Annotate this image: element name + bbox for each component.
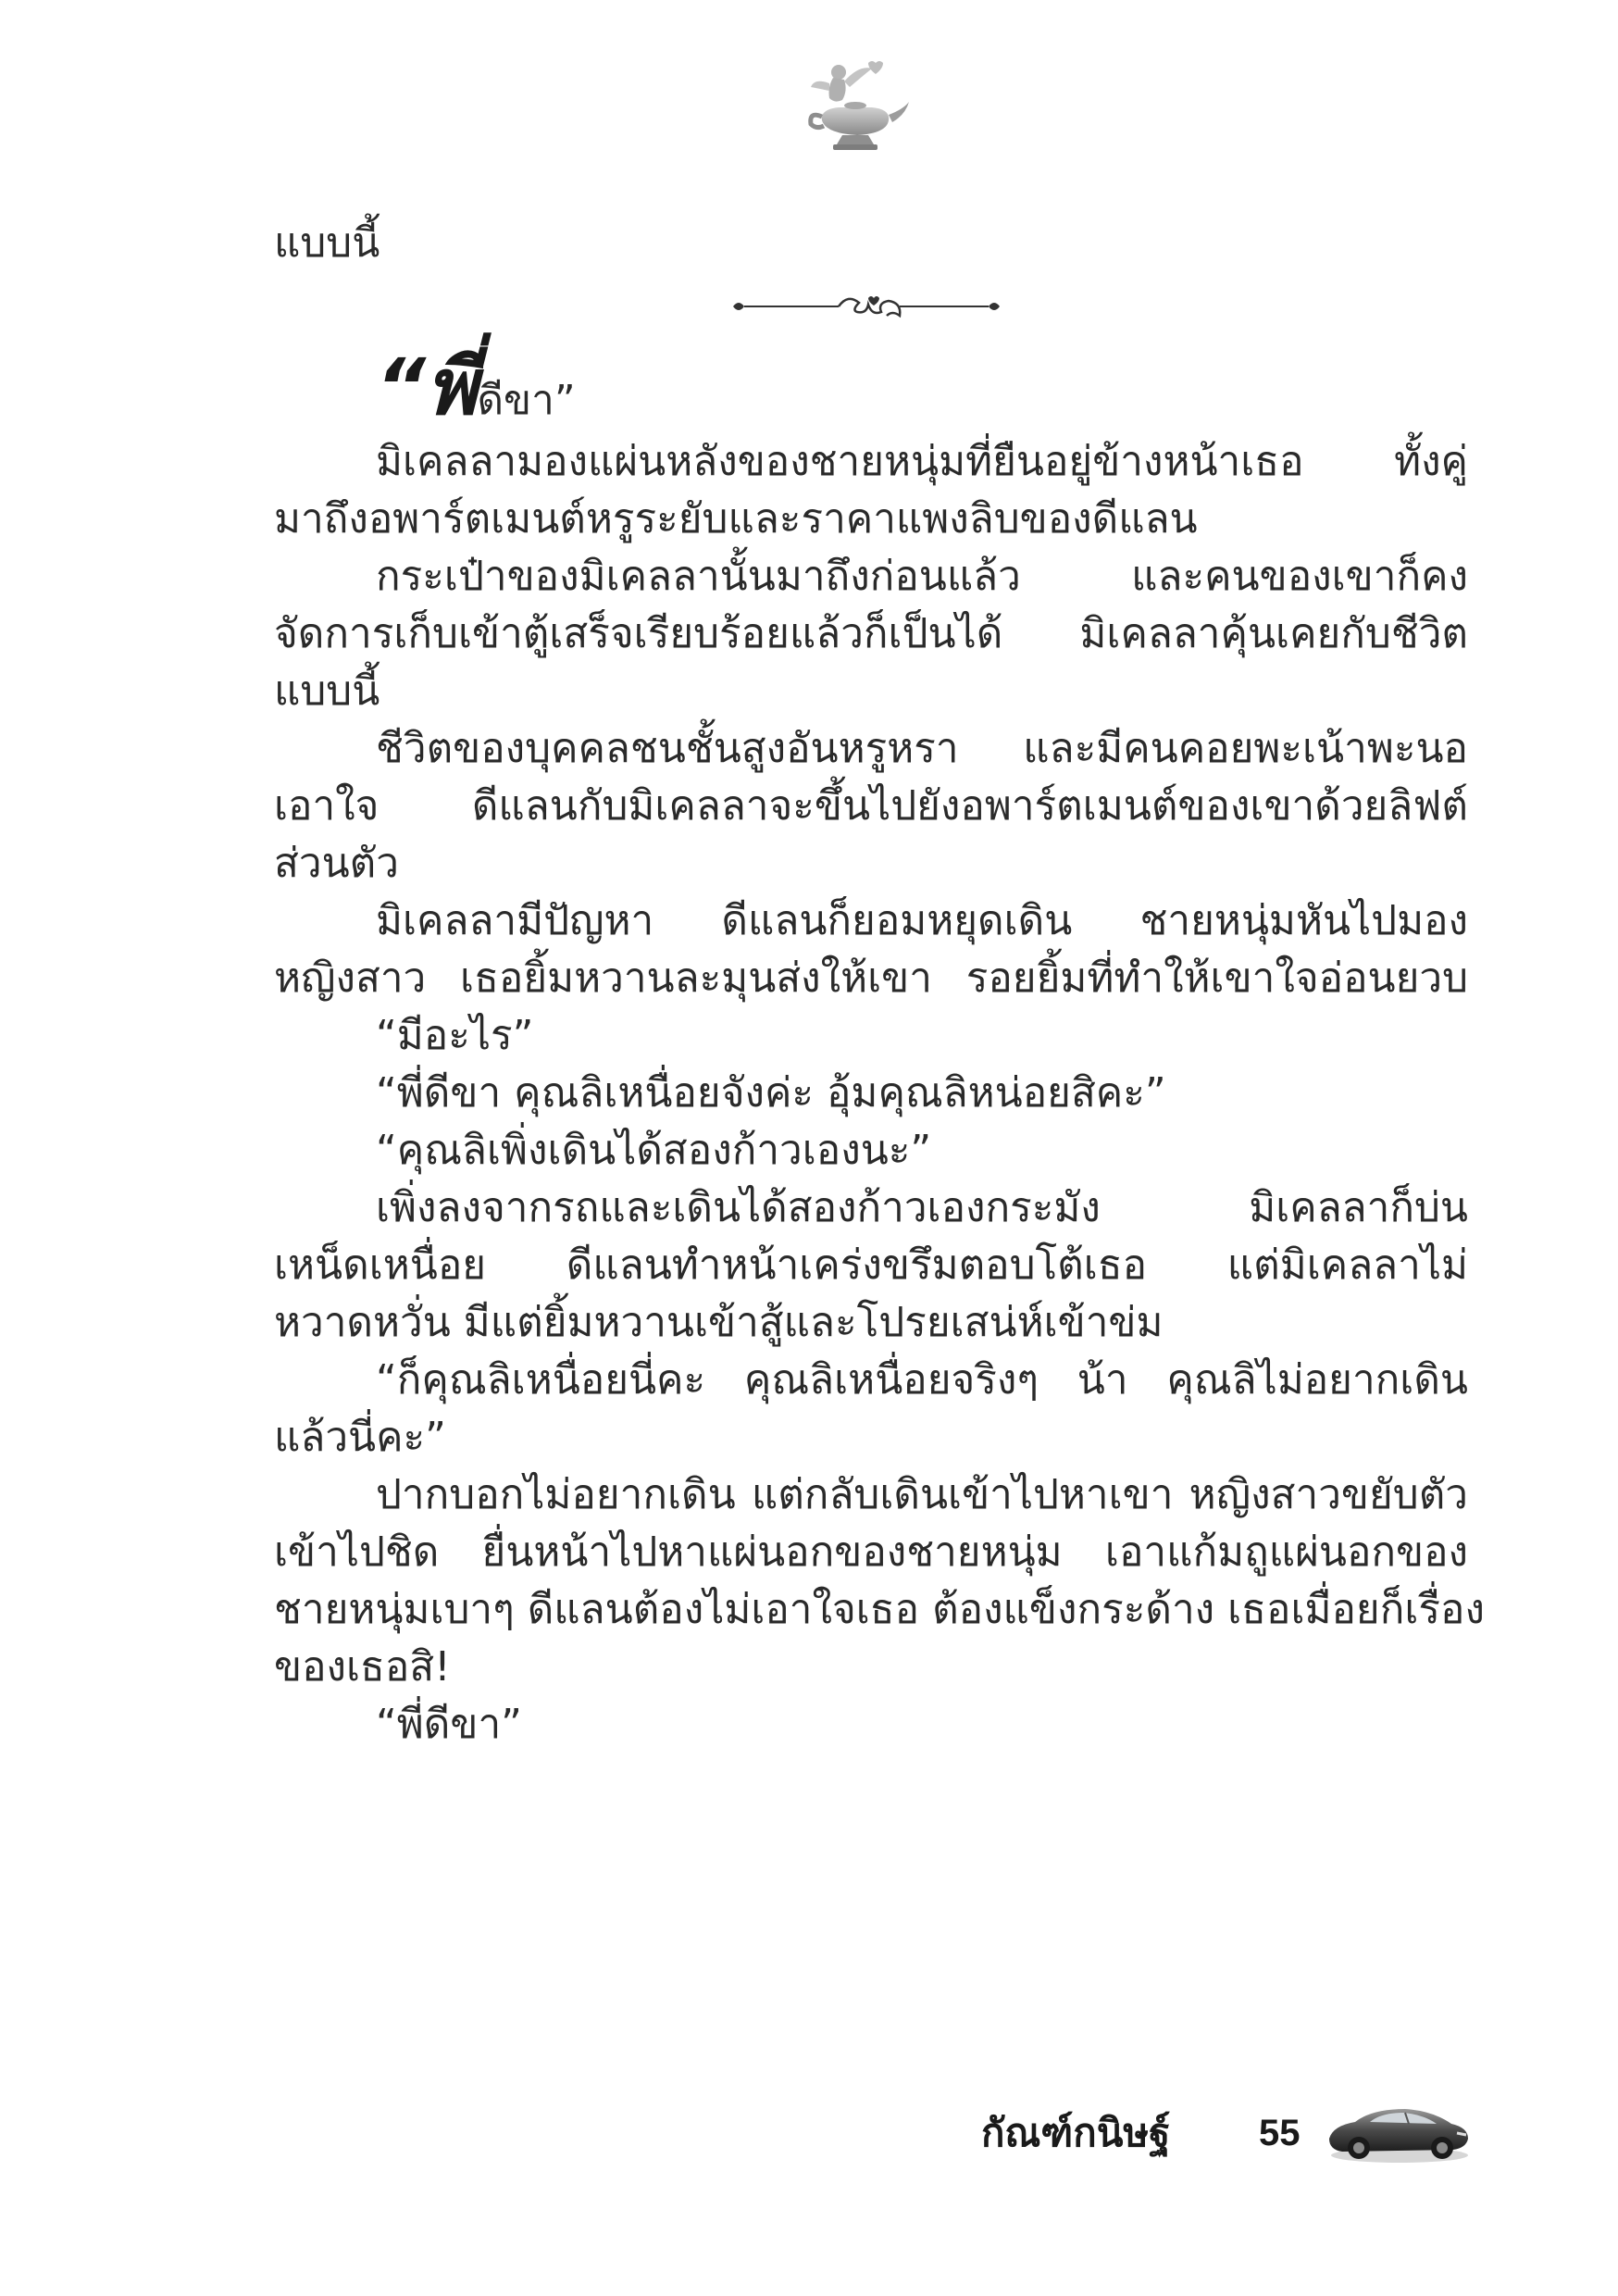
text-line: แบบนี้ [274, 219, 380, 267]
flourish-divider-icon [728, 291, 1005, 322]
text-line: เข้าไปชิด ยื่นหน้าไปหาแผ่นอกของชายหนุ่ม เอาแก้มถูแผ่นอกของ [274, 1529, 1468, 1576]
section-divider [274, 272, 1468, 341]
text-line: ปากบอกไม่อยากเดิน แต่กลับเดินเข้าไปหาเขา หญิงสาวขยับตัว [376, 1471, 1468, 1518]
sports-car-icon [1324, 2094, 1472, 2168]
text-line: มาถึงอพาร์ตเมนต์หรูระยับและราคาแพงลิบของดีแลน [274, 495, 1198, 543]
text-line: ชายหนุ่มเบาๆ ดีแลนต้องไม่เอาใจเธอ ต้องแข็งกระด้าง เธอเมื่อยก็เรื่อง [274, 1586, 1485, 1633]
text-line: ชีวิตของบุคคลชนชั้นสูงอันหรูหรา และมีคนคอยพะเน้าพะนอ [376, 725, 1468, 772]
page-number: 55 [1259, 2113, 1301, 2153]
text-line: “พี่ดีขา” [376, 1701, 522, 1748]
text-line: หญิงสาว เธอยิ้มหวานละมุนส่งให้เขา รอยยิ้มที่ทำให้เขาใจอ่อนยวบ [274, 955, 1468, 1002]
text-line: จัดการเก็บเข้าตู้เสร็จเรียบร้อยแล้วก็เป็นได้ มิเคลลาคุ้นเคยกับชีวิต [274, 610, 1468, 657]
page-footer [981, 2094, 1500, 2177]
text-line: ของเธอสิ! [274, 1643, 451, 1691]
text-line: เหน็ดเหนื่อย ดีแลนทำหน้าเคร่งขรึมตอบโต้เธอ แต่มิเคลลาไม่ [274, 1242, 1468, 1289]
lamp-cupid-ornament-icon [802, 56, 913, 157]
text-line: เพิ่งลงจากรถและเดินได้สองก้าวเองกระมัง มิเคลลาก็บ่น [376, 1184, 1468, 1231]
dialogue-opening [274, 341, 1468, 433]
drop-cap-rest: ดีขา” [477, 377, 576, 424]
text-line: กระเป๋าของมิเคลลานั้นมาถึงก่อนแล้ว และคนของเขาก็คง [376, 553, 1468, 600]
text-line: “มีอะไร” [376, 1012, 534, 1059]
text-line: แบบนี้ [274, 668, 380, 715]
text-line: “ก็คุณลิเหนื่อยนี่คะ คุณลิเหนื่อยจริงๆ น้า คุณลิไม่อยากเดิน [376, 1356, 1468, 1404]
text-line: หวาดหวั่น มีแต่ยิ้มหวานเข้าสู้และโปรยเสน่ห์เข้าข่ม [274, 1299, 1164, 1346]
text-line: ส่วนตัว [274, 840, 399, 887]
drop-cap-word: “พี่ [376, 342, 478, 432]
text-line: แล้วนี่คะ” [274, 1414, 446, 1461]
text-line: มิเคลลามีปัญหา ดีแลนก็ยอมหยุดเดิน ชายหนุ่มหันไปมอง [376, 897, 1468, 944]
body-text [274, 215, 1485, 1753]
text-line: มิเคลลามองแผ่นหลังของชายหนุ่มที่ยืนอยู่ข้างหน้าเธอ ทั้งคู่ [376, 438, 1468, 485]
author-name: กัณฑ์กนิษฐ์ [981, 2110, 1171, 2155]
text-line: เอาใจ ดีแลนกับมิเคลลาจะขึ้นไปยังอพาร์ตเมนต์ของเขาด้วยลิฟต์ [274, 782, 1468, 830]
text-line: “คุณลิเพิ่งเดินได้สองก้าวเองนะ” [376, 1127, 932, 1174]
text-line: “พี่ดีขา คุณลิเหนื่อยจังค่ะ อุ้มคุณลิหน่อยสิคะ” [376, 1069, 1166, 1117]
